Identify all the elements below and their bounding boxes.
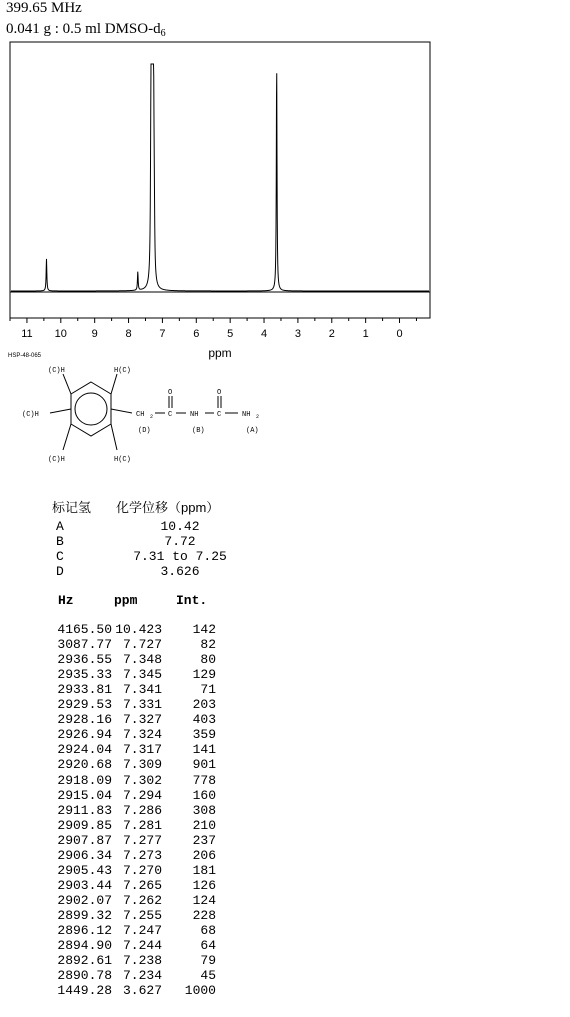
x-tick-label: 10	[54, 328, 67, 340]
assignment-label: D	[56, 564, 64, 579]
peak-int: 80	[200, 652, 216, 668]
peak-hz: 2915.04	[57, 787, 112, 803]
peak-hz: 2926.94	[57, 727, 112, 743]
peak-ppm: 7.345	[122, 667, 162, 683]
x-tick-label: 1	[362, 328, 369, 340]
label-ch-topright: H(C)	[114, 367, 131, 375]
peak-ppm: 7.247	[122, 923, 162, 938]
x-tick-label: 6	[193, 328, 200, 340]
peak-hz: 2907.87	[57, 832, 112, 848]
peak-int: 160	[192, 787, 216, 803]
peak-int: 71	[200, 682, 216, 698]
peak-hz: 2903.44	[57, 877, 112, 893]
assignment-shift: 7.31 to 7.25	[133, 549, 227, 564]
peak-ppm: 10.423	[115, 622, 162, 637]
peak-ppm: 7.317	[122, 742, 162, 758]
sample-text: 0.041 g : 0.5 ml DMSO-d	[6, 21, 161, 37]
peak-int: 141	[192, 742, 216, 758]
peak-ppm: 7.324	[122, 727, 162, 743]
bond-h4	[63, 424, 71, 450]
peak-hz: 2890.78	[57, 968, 112, 984]
peak-hz: 2892.61	[57, 953, 112, 969]
peak-hz: 2929.53	[57, 697, 112, 713]
label-c2: C	[217, 411, 222, 419]
label-ch2-sub: 2	[150, 414, 154, 420]
peak-int: 203	[192, 697, 216, 713]
peak-int: 129	[192, 667, 216, 683]
assignment-label: A	[56, 519, 64, 534]
peak-int: 901	[192, 757, 216, 773]
bond-h2	[111, 374, 117, 394]
peak-hz: 2918.09	[57, 772, 112, 788]
label-nh2-sub: 2	[256, 414, 260, 420]
peak-ppm: 7.238	[122, 953, 162, 969]
bond-h3	[50, 409, 71, 413]
label-a: (A)	[246, 427, 259, 435]
peak-ppm: 3.627	[122, 983, 162, 999]
peak-ppm: 7.255	[122, 907, 162, 923]
structure-labels	[22, 367, 259, 464]
peak-ppm: 7.727	[122, 637, 162, 653]
compound-code: HSP-48-065	[8, 353, 42, 359]
label-d: (D)	[138, 427, 151, 435]
assignment-shift: 7.72	[164, 534, 196, 549]
peak-hz: 2936.55	[57, 652, 112, 668]
x-tick-label: 0	[396, 328, 403, 340]
peak-int: 206	[192, 847, 216, 863]
x-tick-label: 3	[294, 328, 301, 340]
assignment-header-shift: 化学位移（ppm）	[116, 500, 220, 515]
x-tick-label: 4	[260, 328, 268, 340]
peak-ppm: 7.294	[122, 787, 162, 803]
assignment-shift: 3.626	[160, 564, 200, 579]
peak-int: 124	[192, 892, 216, 908]
peak-ppm: 7.331	[122, 697, 162, 713]
peak-ppm: 7.265	[122, 877, 162, 893]
assignment-label: B	[56, 534, 64, 549]
peak-int: 142	[192, 622, 216, 637]
peak-int: 308	[192, 802, 216, 818]
assignment-header-label: 标记氢	[52, 500, 92, 515]
label-o2: O	[217, 389, 222, 397]
plot-frame	[10, 42, 430, 318]
peak-int: 64	[200, 938, 216, 954]
label-b: (B)	[192, 427, 205, 435]
peak-ppm: 7.281	[122, 817, 162, 833]
peak-int: 228	[192, 907, 216, 923]
bond-ch2	[111, 409, 132, 413]
peak-header-hz: Hz	[58, 593, 74, 608]
peak-int: 359	[192, 727, 216, 743]
peak-int: 210	[192, 817, 216, 833]
x-tick-label: 9	[91, 328, 98, 340]
peak-hz: 3087.77	[57, 637, 112, 653]
peak-hz: 2911.83	[57, 802, 112, 818]
x-axis	[10, 318, 416, 340]
peak-header-ppm: ppm	[114, 593, 138, 608]
peak-hz: 2896.12	[57, 923, 112, 938]
peak-int: 181	[192, 862, 216, 878]
peak-hz: 2894.90	[57, 938, 112, 954]
sample-subscript: 6	[160, 28, 166, 39]
spectrometer-frequency: 399.65 MHz	[6, 0, 82, 16]
label-ch-bottomright: H(C)	[114, 456, 131, 464]
peak-hz: 2928.16	[57, 712, 112, 728]
peak-int: 403	[192, 712, 216, 728]
peak-ppm: 7.327	[122, 712, 162, 728]
benzene-ring	[71, 382, 111, 436]
peak-hz: 2935.33	[57, 667, 112, 683]
label-o1: O	[168, 389, 173, 397]
peak-ppm: 7.270	[122, 862, 162, 878]
x-tick-label: 7	[159, 328, 166, 340]
label-ch-left: (C)H	[22, 411, 39, 419]
peak-int: 126	[192, 877, 216, 893]
aromatic-circle	[75, 393, 107, 425]
peak-hz: 2899.32	[57, 907, 112, 923]
peak-int: 778	[192, 772, 216, 788]
label-nh2: NH	[242, 411, 251, 419]
peak-int: 45	[200, 968, 216, 984]
peak-ppm: 7.262	[122, 892, 162, 908]
x-tick-label: 2	[328, 328, 335, 340]
peak-ppm: 7.302	[122, 772, 162, 788]
peak-int: 82	[200, 637, 216, 653]
label-nh1: NH	[190, 411, 199, 419]
peak-hz: 2909.85	[57, 817, 112, 833]
peak-hz: 2924.04	[57, 742, 112, 758]
peak-int: 68	[200, 923, 216, 938]
spectrum-trace	[11, 64, 429, 291]
label-ch-topleft: (C)H	[48, 367, 65, 375]
peak-hz: 4165.50	[57, 622, 112, 637]
peak-int: 1000	[184, 983, 216, 999]
label-ch2: CH	[136, 411, 145, 419]
x-tick-label: 5	[227, 328, 234, 340]
peak-ppm: 7.277	[122, 832, 162, 848]
peak-hz: 2902.07	[57, 892, 112, 908]
x-axis-label: ppm	[208, 346, 232, 360]
x-tick-label: 11	[21, 328, 33, 340]
bond-h5	[111, 424, 117, 450]
peak-ppm: 7.273	[122, 847, 162, 863]
peak-ppm: 7.234	[122, 968, 162, 984]
peak-ppm: 7.286	[122, 802, 162, 818]
peak-ppm: 7.309	[122, 757, 162, 773]
assignment-shift: 10.42	[160, 519, 200, 534]
bond-h1	[63, 374, 71, 394]
peak-int: 237	[192, 832, 216, 848]
peak-ppm: 7.244	[122, 938, 162, 954]
label-c1: C	[168, 411, 173, 419]
peak-header-int: Int.	[176, 593, 208, 608]
peak-int: 79	[200, 953, 216, 969]
peak-hz: 1449.28	[57, 983, 112, 999]
peak-hz: 2906.34	[57, 847, 112, 863]
label-ch-bottomleft: (C)H	[48, 456, 65, 464]
peak-hz: 2905.43	[57, 862, 112, 878]
assignment-label: C	[56, 549, 64, 564]
x-tick-label: 8	[125, 328, 132, 340]
peak-hz: 2933.81	[57, 682, 112, 698]
peak-ppm: 7.348	[122, 652, 162, 668]
peak-hz: 2920.68	[57, 757, 112, 773]
peak-ppm: 7.341	[122, 682, 162, 698]
